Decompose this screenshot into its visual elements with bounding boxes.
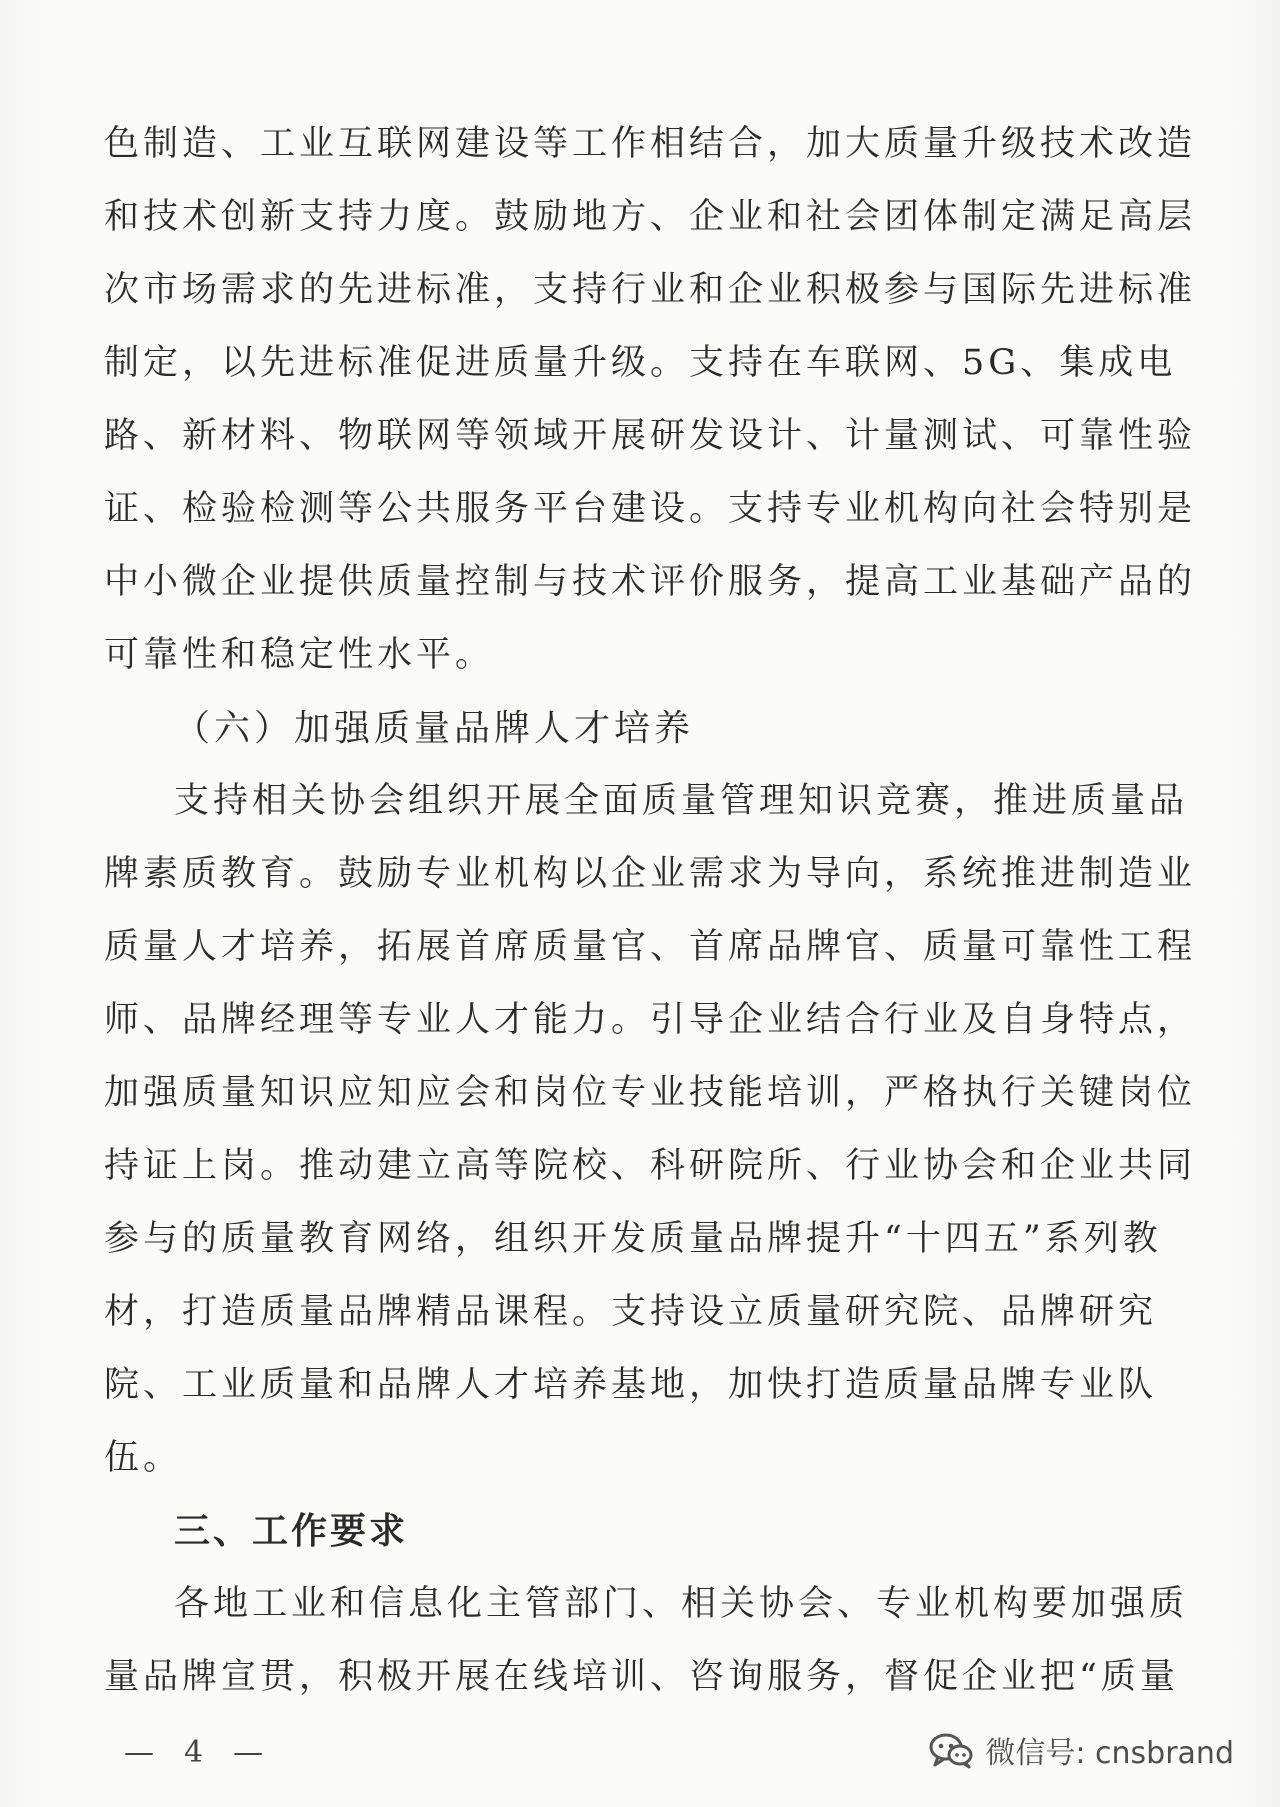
subsection-heading: （六）加强质量品牌人才培养 xyxy=(174,708,695,749)
body-line-3: 次市场需求的先进标准，支持行业和企业积极参与国际先进标准 xyxy=(104,270,1197,310)
talent-line-9: 院、工业质量和品牌人才培养基地，加快打造质量品牌专业队 xyxy=(104,1365,1158,1405)
section-heading: 三、工作要求 xyxy=(174,1511,409,1552)
talent-line-6: 持证上岗。推动建立高等院校、科研院所、行业协会和企业共同 xyxy=(104,1146,1197,1186)
talent-line-3: 质量人才培养，拓展首席质量官、首席品牌官、质量可靠性工程 xyxy=(104,927,1197,967)
document-content xyxy=(104,108,1197,1714)
page-number-footer xyxy=(110,1735,279,1770)
left-page-dash: — xyxy=(124,1735,156,1770)
requirements-line-1: 各地工业和信息化主管部门、相关协会、专业机构要加强质 xyxy=(174,1584,1189,1624)
watermark-text: 微信号: cnsbrand xyxy=(985,1736,1234,1771)
talent-line-1: 支持相关协会组织开展全面质量管理知识竞赛，推进质量品 xyxy=(174,781,1189,821)
requirements-line-2: 量品牌宣贯，积极开展在线培训、咨询服务，督促企业把“质量 xyxy=(104,1657,1179,1697)
page-number: 4 xyxy=(184,1735,206,1770)
body-line-1: 色制造、工业互联网建设等工作相结合，加大质量升级技术改造 xyxy=(104,124,1197,164)
talent-line-10: 伍。 xyxy=(104,1438,183,1478)
wechat-icon xyxy=(927,1730,975,1770)
talent-line-8: 材，打造质量品牌精品课程。支持设立质量研究院、品牌研究 xyxy=(104,1292,1158,1332)
talent-line-2: 牌素质教育。鼓励专业机构以企业需求为导向，系统推进制造业 xyxy=(104,854,1197,894)
body-line-2: 和技术创新支持力度。鼓励地方、企业和社会团体制定满足高层 xyxy=(104,197,1197,237)
talent-line-7: 参与的质量教育网络，组织开发质量品牌提升“十四五”系列教 xyxy=(104,1219,1162,1259)
right-page-dash: — xyxy=(233,1735,266,1770)
body-line-6: 证、检验检测等公共服务平台建设。支持专业机构向社会特别是 xyxy=(104,489,1197,529)
wechat-watermark xyxy=(927,1728,1234,1772)
body-line-4: 制定，以先进标准促进质量升级。支持在车联网、5G、集成电 xyxy=(104,343,1177,383)
body-line-5: 路、新材料、物联网等领域开展研发设计、计量测试、可靠性验 xyxy=(104,416,1197,456)
body-line-8: 可靠性和稳定性水平。 xyxy=(104,635,495,675)
body-line-7: 中小微企业提供质量控制与技术评价服务，提高工业基础产品的 xyxy=(104,562,1197,602)
talent-line-5: 加强质量知识应知应会和岗位专业技能培训，严格执行关键岗位 xyxy=(104,1073,1197,1113)
talent-line-4: 师、品牌经理等专业人才能力。引导企业结合行业及自身特点， xyxy=(104,1000,1197,1040)
